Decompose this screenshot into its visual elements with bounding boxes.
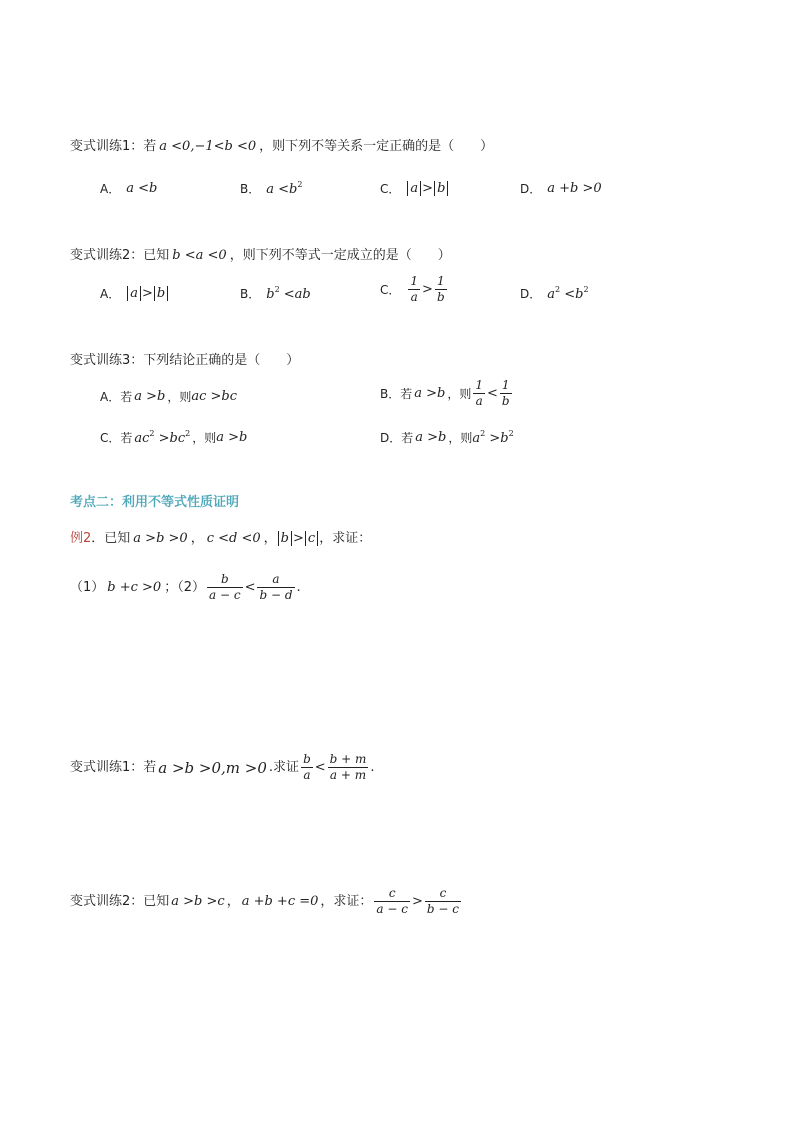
- option-result: $a^2 >b^2$: [472, 429, 514, 446]
- fraction: $\frac{1}{b}$: [501, 378, 510, 408]
- fraction: $\frac{b}{a - c}$: [209, 572, 241, 602]
- option-expr: $a^2 <b^2$: [547, 285, 589, 302]
- part-label: （1）: [70, 579, 105, 595]
- condition: c <d <0: [206, 531, 261, 546]
- option-then: ，则: [192, 431, 217, 445]
- v1-tail: ，则下列不等关系一定正确的是（ ）: [259, 139, 494, 154]
- v3-label: 变式训练3：下列结论正确的是（ ）: [70, 353, 300, 368]
- fraction: $\frac{c}{b - c}$: [426, 886, 459, 916]
- condition: a >b >0: [133, 531, 188, 546]
- part-label: ；（2）: [164, 579, 205, 595]
- option-result: a >b: [216, 430, 248, 445]
- v3-option-d[interactable]: [380, 429, 514, 446]
- v4-tail: .求证: [268, 759, 300, 775]
- v5-label: 变式训练2：已知: [70, 893, 170, 909]
- option-label: D．: [520, 287, 542, 301]
- v5-question: 变式训练2：已知 a >b >c ， a +b +c =0 ，求证： $\frac{c}{a - c}$ > $\frac{c}{b - c}$: [70, 886, 459, 916]
- v2-tail: ，则下列不等式一定成立的是（ ）: [229, 248, 451, 263]
- section-title: 考点二：利用不等式性质证明: [70, 495, 240, 510]
- option-label: B．: [240, 182, 261, 196]
- v1-option-d[interactable]: [520, 180, 602, 197]
- option-label: A．: [100, 287, 121, 301]
- v2-question: [70, 247, 451, 265]
- option-cond: a >b: [134, 389, 166, 404]
- option-cond: a >b: [415, 430, 447, 445]
- fraction: $\frac{c}{a - c}$: [376, 886, 408, 916]
- option-label: C．: [380, 283, 401, 297]
- option-label: C．: [380, 182, 401, 196]
- v5-tail: ，求证：: [320, 893, 373, 909]
- example-intro: ．已知: [91, 531, 131, 546]
- v1-option-a[interactable]: [100, 180, 157, 197]
- v2-label: 变式训练2：已知: [70, 248, 170, 263]
- separator: ，: [190, 531, 204, 546]
- v3-option-a[interactable]: [100, 388, 237, 405]
- option-label: A．若: [100, 390, 133, 404]
- option-expr: a +b >0: [547, 181, 602, 196]
- option-expr: a <b: [126, 181, 158, 196]
- v1-option-b[interactable]: [240, 180, 302, 197]
- option-expr: a > b: [406, 181, 449, 196]
- section-heading: [70, 491, 239, 510]
- condition: a +b +c =0: [241, 893, 319, 909]
- example2-statement: [70, 530, 371, 548]
- option-then: ，则: [167, 390, 192, 404]
- condition: a >b >0,m >0: [158, 758, 267, 777]
- condition: a >b >c: [171, 893, 225, 909]
- option-then: ，则: [448, 431, 473, 445]
- v4-question: 变式训练1：若 a >b >0,m >0 .求证 $\frac{b}{a}$ < $\frac{b + m}{a + m}$ .: [70, 752, 375, 782]
- option-label: A．: [100, 182, 121, 196]
- v1-label: 变式训练1：若: [70, 139, 157, 154]
- fraction: $\frac{b + m}{a + m}$: [329, 752, 367, 782]
- condition: b > c: [277, 530, 320, 548]
- v2-option-c[interactable]: C． $\frac{1}{a}$ > $\frac{1}{b}$: [380, 274, 445, 304]
- v1-option-c[interactable]: [380, 180, 449, 197]
- option-then: ，则: [447, 387, 472, 401]
- v1-question: [70, 138, 493, 156]
- example2-parts: （1） b +c >0 ；（2） $\frac{b}{a - c}$ < $\frac{a}{b - d}$ .: [70, 572, 301, 602]
- example-tail: ，求证：: [319, 531, 372, 546]
- option-expr: a > b: [126, 286, 169, 301]
- fraction: $\frac{1}{b}$: [436, 274, 445, 304]
- separator: ，: [226, 893, 240, 909]
- part-expr: b +c >0: [107, 579, 162, 595]
- option-cond: $ac^2 >bc^2$: [134, 429, 191, 446]
- v2-option-b[interactable]: [240, 285, 311, 302]
- v3-option-b[interactable]: B．若 a >b ，则 $\frac{1}{a}$ < $\frac{1}{b}$: [380, 378, 510, 408]
- v2-option-a[interactable]: [100, 285, 169, 302]
- option-label: C．若: [100, 431, 133, 445]
- v3-option-c[interactable]: [100, 429, 247, 446]
- separator: ，: [263, 531, 277, 546]
- option-label: B．若: [380, 387, 413, 401]
- option-cond: a >b: [414, 386, 446, 401]
- v4-label: 变式训练1：若: [70, 759, 157, 775]
- fraction: $\frac{b}{a}$: [303, 752, 311, 782]
- option-label: D．: [520, 182, 542, 196]
- option-label: B．: [240, 287, 261, 301]
- v1-condition: a <0,−1<b <0: [159, 139, 257, 154]
- v2-condition: b <a <0: [172, 248, 227, 263]
- example-label: 例2: [70, 531, 92, 546]
- v2-option-d[interactable]: [520, 285, 589, 302]
- v3-question: [70, 352, 299, 370]
- fraction: $\frac{1}{a}$: [410, 274, 419, 304]
- fraction: $\frac{a}{b - d}$: [259, 572, 293, 602]
- option-expr: $a <b^2$: [266, 180, 303, 197]
- option-expr: $b^2 <ab$: [266, 285, 311, 302]
- fraction: $\frac{1}{a}$: [475, 378, 483, 408]
- option-result: ac >bc: [191, 389, 238, 404]
- option-label: D．若: [380, 431, 414, 445]
